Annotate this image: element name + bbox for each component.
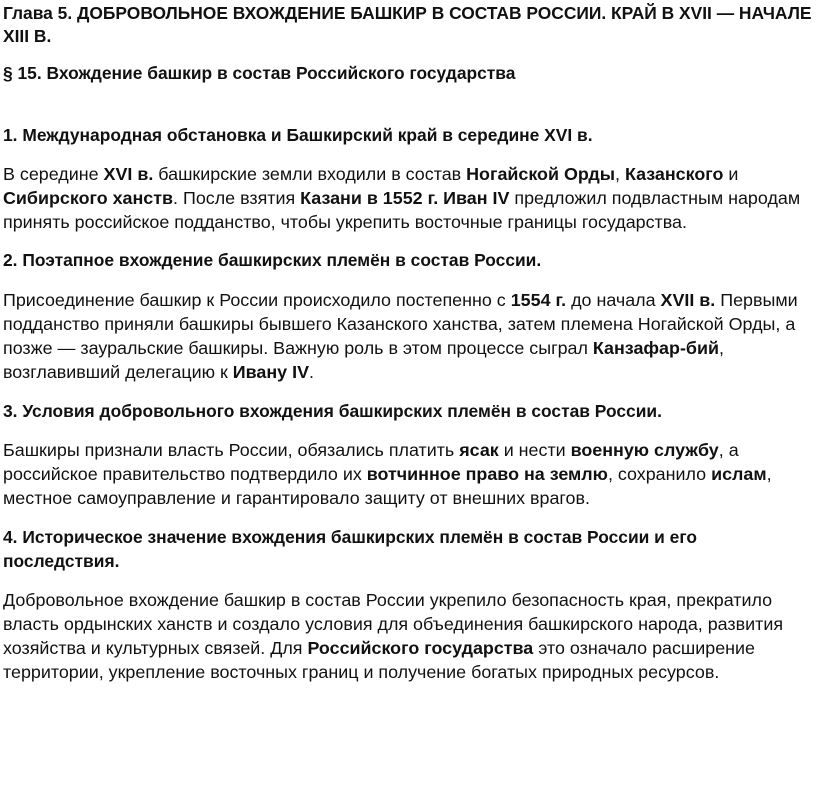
section-block-2 — [3, 248, 817, 384]
section-heading-3: 3. Условия добровольного вхождения башкирских племён в состав России. — [3, 401, 662, 421]
bold-term: XVI в. — [103, 164, 154, 184]
text-run: до начала — [566, 290, 661, 310]
bold-term: XVII в. — [660, 290, 716, 310]
chapter-title: Глава 5. ДОБРОВОЛЬНОЕ ВХОЖДЕНИЕ БАШКИР В СОСТАВ РОССИИ. КРАЙ В XVII — НАЧАЛЕ XIII В. — [3, 3, 812, 46]
bold-term: ясак — [459, 440, 499, 460]
section-heading-1: 1. Международная обстановка и Башкирский край в середине XVI в. — [3, 125, 593, 145]
text-run: Башкиры признали власть России, обязались платить — [3, 440, 460, 460]
bold-term: Ивану IV — [232, 362, 309, 382]
section-paragraph-1 — [3, 162, 817, 234]
bold-term: Российского государства — [307, 638, 534, 658]
section-block-1 — [3, 123, 817, 234]
text-run: , возглавивший делегацию к — [3, 338, 724, 382]
text-run: и нести — [498, 440, 571, 460]
bold-term: военную службу — [570, 440, 719, 460]
section-block-3 — [3, 399, 817, 510]
section-heading-2: 2. Поэтапное вхождение башкирских племён в состав России. — [3, 250, 542, 270]
text-run: Присоединение башкир к России происходило постепенно с — [3, 290, 511, 310]
section-paragraph-4 — [3, 588, 817, 684]
text-run: Добровольное вхождение башкир в состав России укрепило безопасность края, прекратило власть ордынских ханств и создало условия для объединения башкирского народа, развития хозяйства и культурных связей. Для — [3, 590, 784, 658]
text-run: , — [615, 164, 625, 184]
bold-term: ислам — [711, 464, 767, 484]
text-run: и — [723, 164, 739, 184]
text-run: Первыми подданство приняли башкиры бывшего Казанского ханства, затем племена Ногайской Орды, а позже — зауральские башкиры. Важную роль в этом процессе сыграл — [3, 290, 798, 358]
bold-term: Ногайской Орды — [466, 164, 615, 184]
text-run: предложил подвластным народам принять российское подданство, чтобы укрепить восточные границы государства. — [3, 188, 801, 232]
text-run: . — [309, 362, 314, 382]
section-block-4 — [3, 525, 817, 684]
text-run: , а российское правительство подтвердило их — [3, 440, 739, 484]
bold-term: Казани в 1552 г. Иван IV — [300, 188, 510, 208]
text-run: . После взятия — [173, 188, 301, 208]
text-run: , местное самоуправление и гарантировало защиту от внешних врагов. — [3, 464, 772, 508]
section-paragraph-2 — [3, 288, 817, 384]
section-heading-4: 4. Историческое значение вхождения башкирских племён в состав России и его последствия. — [3, 527, 697, 571]
text-run: башкирские земли входили в состав — [153, 164, 467, 184]
section-paragraph-3 — [3, 438, 817, 510]
bold-term: 1554 г. — [510, 290, 567, 310]
text-run: это означало расширение территории, укрепление восточных границ и получение богатых природных ресурсов. — [3, 638, 756, 682]
section-title: § 15. Вхождение башкир в состав Российского государства — [3, 63, 516, 83]
text-run: , сохранило — [607, 464, 712, 484]
bold-term: Казанского — [624, 164, 724, 184]
bold-term: Канзафар-бий — [592, 338, 719, 358]
bold-term: Сибирского ханств — [3, 188, 174, 208]
bold-term: вотчинное право на землю — [366, 464, 608, 484]
text-run: В середине — [3, 164, 104, 184]
